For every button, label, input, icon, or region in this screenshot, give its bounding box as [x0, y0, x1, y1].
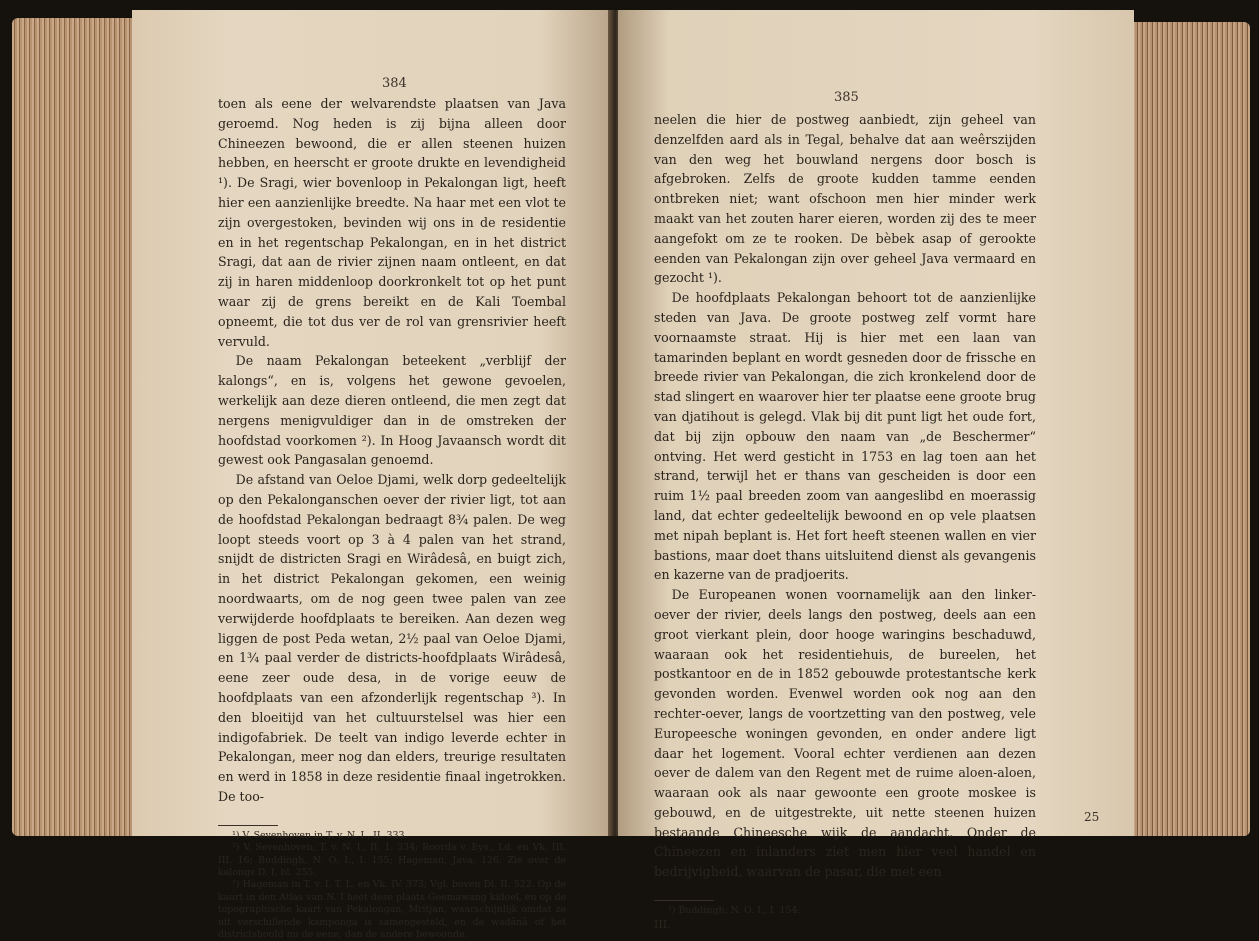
footnote-rule	[654, 900, 714, 901]
left-page-edges	[12, 18, 132, 836]
footnote: ²) V. Sevenhoven, T. v. N. I., II. 1. 334; Roorda v. Eys., Ld. en Vk. III. III. 16; Buddingh, N. O. I., I. 155; Hageman, Java. 126. Zie over de kalongs D. I, bl. 255.	[218, 842, 566, 878]
paragraph: neelen die hier de postweg aanbiedt, zijn geheel van denzelfden aard als in Tegal, behalve dat aan weêrszijden van den weg het bouwland nergens door bosch is afgebroken. Zelfs de groote kudden tamme eenden ontbreken niet; want ofschoon men hier minder werk maakt van het zouten harer eieren, worden zij des te meer aangefokt om ze te rooken. De bèbek asap of gerookte eenden van Pekalongan zijn over geheel Java vermaard en gezocht ¹).	[654, 112, 1036, 286]
footnote: ¹) Buddingh, N. O. I., I. 154.	[668, 905, 801, 917]
footnote: ¹) V. Sevenhoven in T. v. N. I., II. 333.	[232, 829, 408, 841]
footnote: ³) Hageman in T. v. I. T. L. en Vk. IV. 373; Vgl. boven Dl. II. 522. Op de kaart in den Atlas van N. I heet deze plaats Geemawang kidoel, en op de topographische kaart van Pekalongan, Mritjan, waarschijnlijk omdat ze uit verschillende kamponga is samengesteld, en de wadânâ of het districtshoofd nu de eene, dan de andere bewoonde.	[218, 879, 566, 940]
paragraph: De naam Pekalongan beteekent „verblijf der kalongs“, en is, volgens het gewone gevoelen, werkelijk aan deze dieren ontleend, die men zegt dat nergens menigvuldiger dan in de omstreken der hoofdstad voorkomen ²). In Hoog Javaansch wordt dit gewest ook Pangasalan genoemd.	[218, 353, 566, 468]
paragraph: De hoofdplaats Pekalongan behoort tot de aanzienlijke steden van Java. De groote postweg zelf vormt hare voornaamste straat. Hij is hier met een laan van tamarinden beplant en wordt gesneden door de frissche en breede rivier van Pekalongan, die zich kronkelend door de stad slingert en waarover hier ter plaatse eene groote brug van djatihout is gelegd. Vlak bij dit punt ligt het oude fort, dat bij zijn opbouw den naam van „de Beschermer“ ontving. Het werd gesticht in 1753 en lag toen aan het strand, terwijl het er thans van gescheiden is door een ruim 1½ paal breeden zoom van aangeslibd en moerassig land, dat echter gedeeltelijk bewoond en op vele plaatsen met nipah beplant is. Het fort heeft steenen wallen en vier bastions, maar doet thans uitsluitend dienst als gevangenis en kazerne van de pradjoerits.	[654, 290, 1036, 583]
footnote-rule	[218, 825, 278, 826]
signature-mark: 25	[1084, 810, 1100, 824]
paragraph: De Europeanen wonen voornamelijk aan den linker-oever der rivier, deels langs den postweg, deels aan een groot vierkant plein, door hooge waringins beschaduwd, waaraan ook het residentiehuis, de bureelen, het postkantoor en de in 1852 gebouwde protestantsche kerk gevonden worden. Evenwel worden ook nog aan den rechter-oever, langs de voortzetting van den postweg, vele Europeesche woningen gevonden, en onder andere ligt daar het logement. Vooral echter verdienen aan dezen oever de dalem van den Regent met de ruime aloen-aloen, waaraan ook als naar gewoonte een groote moskee is gebouwd, en de uitgestrekte, uit nette steenen huizen bestaande Chineesche wijk de aandacht. Onder de Chineezen en inlanders ziet men hier veel handel en bedrijvigheid, waarvan de pasar, die met een	[654, 587, 1036, 880]
left-page	[132, 10, 612, 940]
page-number: 384	[382, 76, 407, 91]
volume-mark: III.	[654, 918, 671, 932]
footnotes	[654, 905, 1036, 932]
paragraph: De afstand van Oeloe Djami, welk dorp gedeeltelijk op den Pekalonganschen oever der rivier ligt, tot aan de hoofdstad Pekalongan bedraagt 8¾ palen. De weg loopt steeds voort op 3 à 4 palen van het strand, snijdt de districten Sragi en Wirâdesâ, en buigt zich, in het district Pekalongan gekomen, een weinig noordwaarts, om de nog geen twee palen van zee verwijderde hoofdplaats te bereiken. Aan dezen weg liggen de post Peda wetan, 2½ paal van Oeloe Djami, en 1¾ paal verder de districts-hoofdplaats Wirâdesâ, eene zeer oude desa, in de vorige eeuw de hoofdplaats van een afzonderlijk regentschap ³). In den bloeitijd van het cultuurstelsel was hier een indigofabriek. De teelt van indigo leverde echter in Pekalongan, meer nog dan elders, treurige resultaten en werd in 1858 in deze residentie finaal ingetrokken. De too-	[218, 472, 566, 804]
page-number: 385	[834, 90, 859, 105]
right-page-edges	[1130, 22, 1250, 836]
right-page	[618, 10, 1134, 932]
paragraph: toen als eene der welvarendste plaatsen van Java geroemd. Nog heden is zij bijna alleen door Chineezen bewoond, die er allen steenen huizen hebben, en heerscht er groote drukte en levendigheid ¹). De Sragi, wier bovenloop in Pekalongan ligt, heeft hier een aanzienlijke breedte. Na haar met een vlot te zijn overgestoken, bevinden wij ons in de residentie en in het regentschap Pekalongan, en in het district Sragi, dat aan de rivier zijnen naam ontleent, en dat zij in haren middenloop doorkronkelt tot op het punt waar zij de grens bereikt en de Kali Toembal opneemt, die tot dus ver de rol van grensrivier heeft vervuld.	[218, 96, 566, 349]
page-text	[654, 110, 1036, 932]
footnotes	[218, 830, 566, 941]
page-text	[218, 94, 566, 941]
